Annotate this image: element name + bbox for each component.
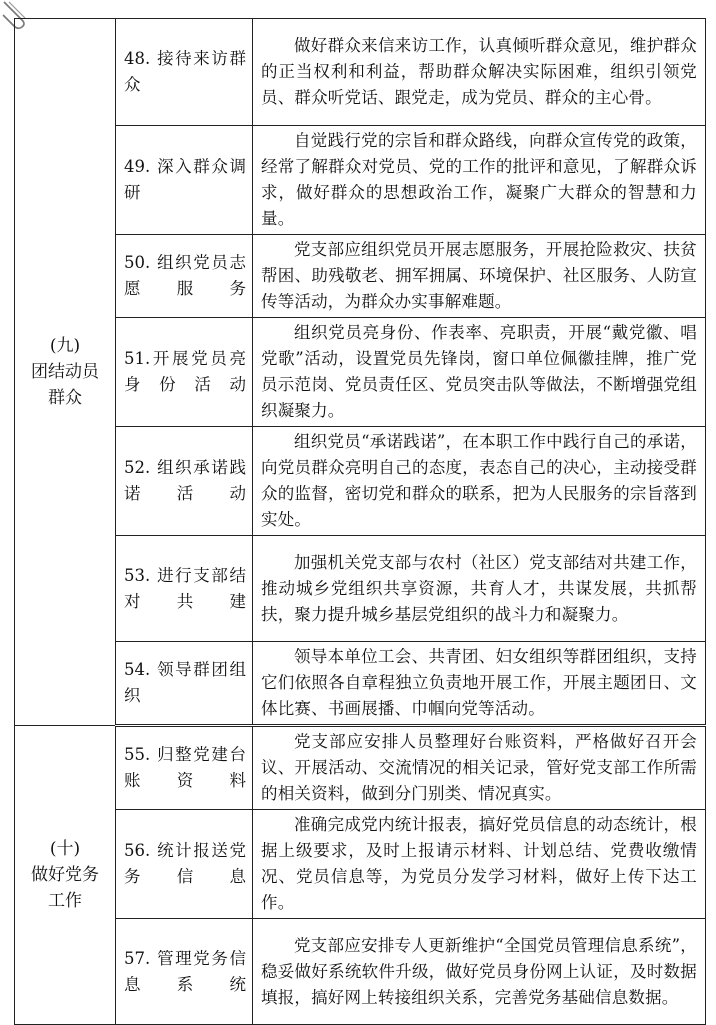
item-title: 55. 归整党建台账资料 [116, 726, 253, 810]
item-description: 党支部应安排专人更新维护“全国党员管理信息系统”，稳妥做好系统软件升级，做好党员身份网上认证，及时数据填报，搞好网上转接组织关系，完善党务基础信息数据。 [253, 919, 706, 1025]
item-title: 49. 深入群众调研 [116, 126, 253, 235]
item-description: 自觉践行党的宗旨和群众路线，向群众宣传党的政策，经常了解群众对党员、党的工作的批评和意见，了解群众诉求，做好群众的思想政治工作，凝聚广大群众的智慧和力量。 [253, 126, 706, 235]
item-title: 57. 管理党务信息系统 [116, 919, 253, 1025]
category-number: (十) [49, 839, 81, 859]
category-title: 团结动员群众 [31, 362, 99, 408]
category-title: 做好党务工作 [31, 865, 99, 911]
item-title: 52. 组织承诺践诺活动 [116, 427, 253, 536]
item-description: 党支部应安排人员整理好台账资料，严格做好召开会议、开展活动、交流情况的相关记录，管好党支部工作所需的相关资料，做到分门别类、情况真实。 [253, 726, 706, 810]
item-title: 50. 组织党员志愿服务 [116, 235, 253, 318]
item-title: 48. 接待来访群众 [116, 19, 253, 126]
item-description: 准确完成党内统计报表，搞好党员信息的动态统计，根据上级要求，及时上报请示材料、计划总结、党费收缴情况、党员信息等，为党员分发学习材料，做好上传下达工作。 [253, 810, 706, 919]
item-title: 53. 进行支部结对共建 [116, 536, 253, 642]
item-description: 加强机关党支部与农村（社区）党支部结对共建工作，推动城乡党组织共享资源，共育人才，共谋发展，共抓帮扶，聚力提升城乡基层党组织的战斗力和凝聚力。 [253, 536, 706, 642]
item-description: 组织党员“承诺践诺”，在本职工作中践行自己的承诺，向党员群众亮明自己的态度，表态自己的决心，主动接受群众的监督，密切党和群众的联系，把为人民服务的宗旨落到实处。 [253, 427, 706, 536]
item-description: 领导本单位工会、共青团、妇女组织等群团组织，支持它们依照各自章程独立负责地开展工作，开展主题团日、文体比赛、书画展播、巾帼向党等活动。 [253, 642, 706, 726]
category-number: (九) [49, 336, 81, 356]
item-description: 做好群众来信来访工作，认真倾听群众意见，维护群众的正当权利和利益，帮助群众解决实际困难，组织引领党员、群众听党话、跟党走，成为党员、群众的主心骨。 [253, 19, 706, 126]
item-title: 54. 领导群团组织 [116, 642, 253, 726]
work-items-table [14, 18, 706, 1025]
item-title: 51.开展党员亮身份活动 [116, 318, 253, 427]
category-cell [15, 19, 116, 726]
item-title: 56. 统计报送党务信息 [116, 810, 253, 919]
item-description: 党支部应组织党员开展志愿服务，开展抢险救灾、扶贫帮困、助残敬老、拥军拥属、环境保护、社区服务、人防宣传等活动，为群众办实事解难题。 [253, 235, 706, 318]
item-description: 组织党员亮身份、作表率、亮职责，开展“戴党徽、唱党歌”活动，设置党员先锋岗，窗口单位佩徽挂牌，推广党员示范岗、党员责任区、党员突击队等做法，不断增强党组织凝聚力。 [253, 318, 706, 427]
category-cell [15, 726, 116, 1025]
